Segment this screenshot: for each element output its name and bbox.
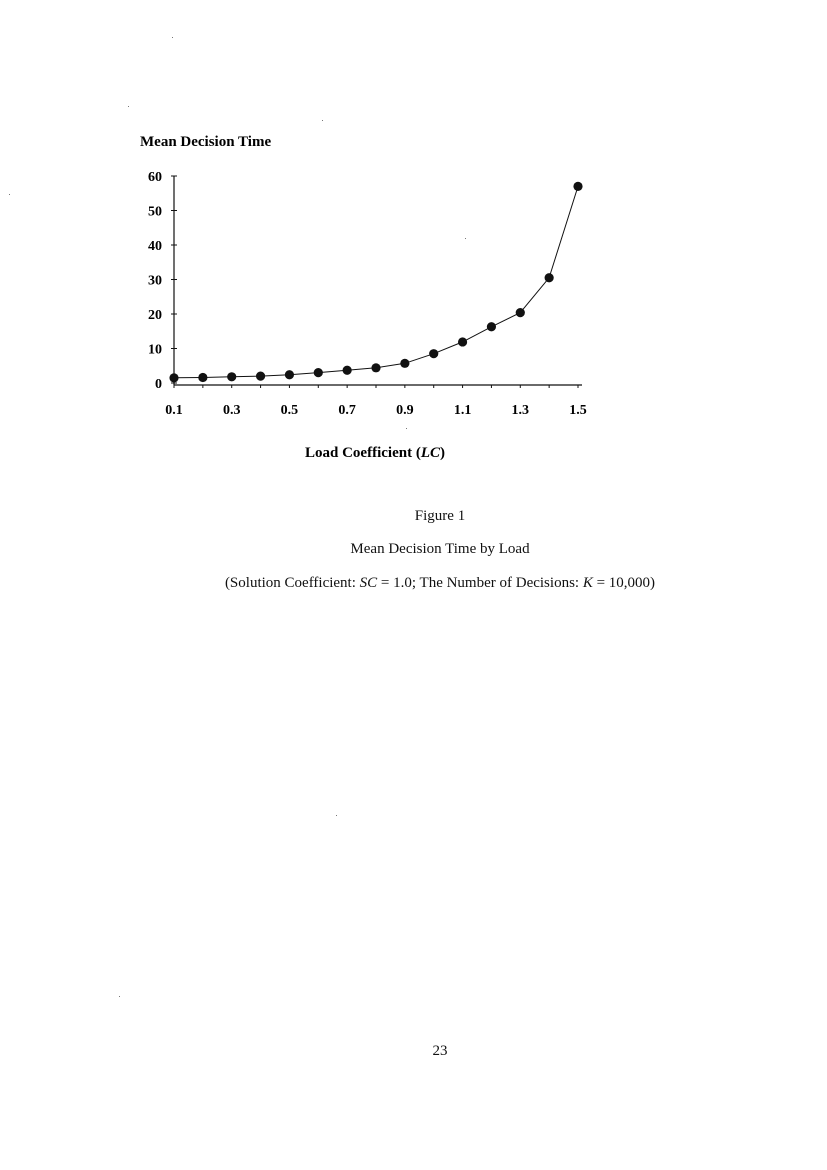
data-point — [573, 182, 582, 191]
scan-speck — [9, 194, 10, 195]
series-polyline — [174, 186, 578, 377]
y-tick-label: 50 — [148, 204, 162, 220]
scan-speck — [128, 106, 129, 107]
axes — [174, 176, 582, 385]
y-tick-label: 10 — [148, 342, 162, 358]
y-tick-label: 0 — [155, 377, 162, 392]
figure-note-part3: = 10,000) — [592, 575, 656, 591]
page-number: 23 — [432, 1043, 448, 1059]
data-point — [545, 273, 554, 282]
data-points — [169, 182, 582, 383]
data-point — [458, 337, 467, 346]
x-tick-label: 0.9 — [396, 403, 414, 418]
x-ticks — [165, 385, 587, 418]
figure-note-k: K — [582, 575, 593, 591]
x-axis-title-var: LC — [420, 445, 440, 461]
x-tick-label: 0.3 — [222, 403, 241, 418]
y-tick-label: 20 — [148, 308, 162, 323]
x-axis-title — [305, 445, 445, 461]
x-tick-label: 1.1 — [453, 403, 472, 418]
x-axis-title-main: Load Coefficient ( — [305, 445, 421, 461]
x-tick-label: 1.5 — [569, 403, 587, 418]
scan-speck — [322, 120, 323, 121]
figure-note-part1: (Solution Coefficient: — [224, 575, 360, 591]
data-point — [516, 308, 525, 317]
data-point — [198, 373, 207, 382]
series-line — [174, 186, 578, 377]
scan-speck — [465, 238, 466, 239]
data-point — [314, 368, 323, 377]
data-point — [169, 373, 178, 382]
scan-speck — [406, 428, 407, 429]
data-point — [487, 322, 496, 331]
y-tick-label: 60 — [148, 170, 162, 185]
y-axis-title: Mean Decision Time — [140, 134, 272, 150]
y-tick-label: 40 — [148, 239, 162, 254]
data-point — [429, 349, 438, 358]
scan-speck — [172, 37, 173, 38]
data-point — [256, 372, 265, 381]
x-tick-label: 0.5 — [280, 403, 299, 418]
x-axis-title-close: ) — [439, 445, 445, 461]
data-point — [285, 370, 294, 379]
data-point — [227, 372, 236, 381]
data-point — [400, 359, 409, 368]
y-tick-label: 30 — [148, 273, 162, 289]
scan-speck — [336, 815, 337, 816]
x-tick-label: 0.1 — [165, 403, 183, 418]
data-point — [371, 363, 380, 372]
figure-label: Figure 1 — [414, 508, 466, 524]
figure-note — [0, 575, 827, 592]
y-ticks — [148, 170, 177, 392]
x-tick-label: 0.7 — [338, 403, 356, 418]
data-point — [343, 366, 352, 375]
scan-speck — [119, 996, 120, 997]
figure-note-part2: = 1.0; The Number of Decisions: — [377, 575, 583, 591]
x-tick-label: 1.3 — [511, 403, 530, 418]
figure-note-sc: SC — [359, 575, 378, 591]
figure-title: Mean Decision Time by Load — [350, 541, 530, 557]
